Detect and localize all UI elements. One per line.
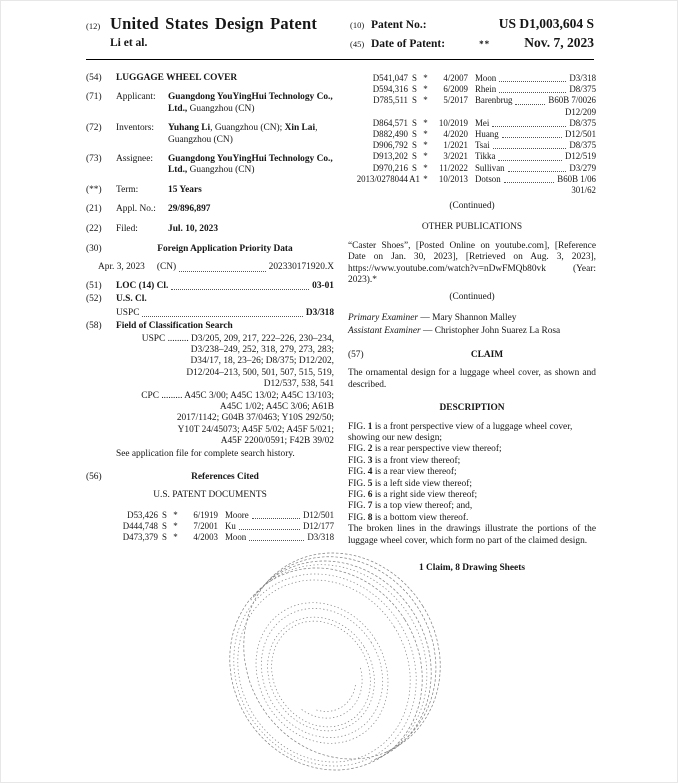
ref-star: *	[173, 509, 178, 520]
fig-prefix: FIG.	[348, 467, 368, 478]
ref-class: D3/318	[307, 532, 334, 543]
ref-patent-number: D785,511	[373, 95, 408, 106]
applicant-location: Guangzhou (CN)	[187, 103, 255, 114]
header-divider	[86, 59, 594, 60]
primary-examiner-name: Mary Shannon Malley	[432, 313, 517, 324]
description-line	[348, 524, 596, 547]
ref-kind-code: S	[412, 129, 417, 140]
ref-date: 7/2001	[193, 520, 218, 531]
cpc-search-lines	[86, 391, 334, 448]
uspc-search-lines	[86, 334, 334, 391]
ref-kind-code: A1	[409, 173, 420, 184]
other-publications-text: “Caster Shoes”, [Posted Online on youtube.com], [Reference Date on Jan. 30, 2023], [Retrieved on Aug. 3, 2023], https://www.youtube.com/watch?v=nDwFMQb80vk (Year: 2023).*	[348, 241, 596, 286]
ref-star: *	[423, 140, 428, 151]
ref-kind-code: S	[412, 73, 417, 83]
ref-kind-code: S	[412, 95, 417, 106]
field-56-references	[86, 472, 334, 483]
description-line	[348, 422, 596, 433]
field-tag: (56)	[86, 471, 102, 482]
fig-number: 5	[367, 478, 373, 489]
dot-leader	[142, 316, 302, 317]
field-54-title	[86, 73, 334, 84]
field-21-appl-no	[86, 204, 334, 215]
patent-number: US D1,003,604 S	[498, 16, 594, 31]
ref-patent-number: D53,426	[127, 509, 158, 520]
dot-leader	[493, 148, 567, 149]
reference-row	[348, 174, 596, 185]
search-note: See application file for complete search history.	[116, 448, 295, 459]
description-line	[348, 513, 596, 524]
inventor-1-location: , Guangzhou (CN);	[210, 123, 285, 134]
field-57-claim	[348, 350, 596, 361]
reference-row	[348, 151, 596, 162]
references-table-right	[348, 73, 596, 196]
header-right	[350, 14, 594, 54]
description-heading: DESCRIPTION	[439, 403, 505, 414]
ref-inventor: Sullivan	[475, 162, 505, 173]
cpc-search-line: Y10T 24/45073; A45F 5/02; A45F 5/021;	[177, 424, 334, 435]
term-asterisks: **	[479, 39, 491, 49]
assistant-examiner-label: Assistant Examiner	[348, 326, 421, 337]
fig-text: showing our new design;	[348, 432, 443, 443]
ref-star: *	[423, 117, 428, 128]
reference-row	[348, 118, 596, 129]
us-class-label: U.S. Cl.	[116, 294, 147, 305]
ref-patent-number: D970,216	[372, 162, 408, 173]
fig-text: is a rear perspective view thereof;	[374, 444, 502, 455]
claim-text: The ornamental design for a luggage wheel cover, as shown and described.	[348, 368, 596, 390]
appl-no-value: 29/896,897	[168, 204, 211, 215]
appl-no-label: Appl. No.:	[116, 204, 156, 215]
reference-row	[348, 95, 596, 106]
applicant-value	[168, 92, 334, 115]
ref-number-12: (12)	[86, 21, 101, 31]
field-term	[86, 185, 334, 196]
ref-class: D3/279	[569, 162, 596, 173]
fig-prefix: FIG.	[348, 478, 368, 489]
ref-date: 4/2007	[443, 73, 468, 83]
search-title: Field of Classification Search	[116, 321, 233, 332]
loc-class-label: LOC (14) Cl.	[116, 280, 169, 291]
assistant-examiner-line	[348, 326, 596, 337]
reference-row	[98, 510, 334, 521]
ref-kind-code: S	[162, 520, 167, 531]
fig-text: is a top view thereof; and,	[374, 501, 473, 512]
field-tag: (58)	[86, 321, 102, 332]
fig-text: The broken lines in the drawings illustrate the portions of the luggage wheel cover, which form no part of the claimed design.	[348, 524, 596, 546]
ref-patent-number: D473,379	[122, 532, 158, 543]
field-51-loc-class	[86, 281, 334, 292]
uspc-value: D3/318	[305, 307, 334, 318]
examiners-block	[348, 313, 596, 338]
ref-date: 11/2022	[439, 162, 468, 173]
ref-star: *	[423, 173, 428, 184]
ref-star: *	[423, 129, 428, 140]
field-tag: (30)	[86, 244, 102, 255]
assignee-label: Assignee:	[116, 154, 153, 165]
priority-heading: Foreign Application Priority Data	[157, 244, 293, 255]
term-label: Term:	[116, 184, 139, 195]
reference-row	[348, 140, 596, 151]
fig-number: 3	[367, 455, 373, 466]
field-58-search	[86, 321, 334, 332]
reference-row	[348, 73, 596, 84]
wheel-perspective-drawing	[227, 545, 471, 783]
dot-leader	[499, 92, 566, 93]
ref-star: *	[423, 73, 428, 83]
uspc-search-line: USPC ......... D3/205, 209, 217, 222–226, 230–234,	[141, 333, 334, 344]
claims-sheets-note: 1 Claim, 8 Drawing Sheets	[419, 562, 525, 573]
fig-text: is a bottom view thereof.	[374, 512, 469, 523]
uspc-search-line: D12/537, 538, 541	[263, 379, 334, 390]
ref-star: *	[423, 162, 428, 173]
field-tag: (72)	[86, 123, 102, 134]
ref-class-2: 301/62	[571, 185, 596, 196]
field-72-inventors	[86, 123, 334, 146]
fig-number: 8	[367, 512, 373, 523]
field-22-filed	[86, 224, 334, 235]
header-left	[86, 14, 350, 54]
dot-leader	[498, 160, 562, 161]
right-column	[348, 73, 596, 574]
ref-kind-code: S	[162, 509, 167, 520]
primary-examiner-line	[348, 313, 596, 324]
fig-prefix: FIG.	[348, 501, 368, 512]
reference-row	[98, 532, 334, 543]
reference-row	[98, 521, 334, 532]
field-tag: (21)	[86, 204, 102, 215]
us-patent-documents-heading: U.S. PATENT DOCUMENTS	[153, 490, 267, 501]
ref-patent-number: D882,490	[372, 129, 408, 140]
ref-inventor: Moon	[475, 73, 497, 83]
uspc-label: USPC	[116, 307, 140, 318]
cpc-search-line: 2017/1142; G04B 37/0463; Y10S 292/50;	[176, 413, 334, 424]
assignee-value	[168, 154, 334, 177]
patent-no-label: Patent No.:	[371, 19, 427, 31]
ref-inventor: Tikka	[475, 151, 496, 162]
ref-inventor: Ku	[225, 520, 236, 531]
ref-date: 3/2021	[443, 151, 468, 162]
invention-title: LUGGAGE WHEEL COVER	[116, 73, 238, 83]
description-line	[348, 433, 596, 444]
fig-number: 4	[367, 467, 373, 478]
fig-prefix: FIG.	[348, 444, 368, 455]
uspc-line	[86, 308, 334, 319]
inventor-2: Xin Lai	[284, 123, 316, 134]
ref-inventor: Barenbrug	[475, 95, 513, 106]
dot-leader	[252, 518, 300, 519]
description-line	[348, 444, 596, 455]
filed-label: Filed:	[116, 223, 138, 234]
ref-inventor: Moon	[225, 532, 247, 543]
fig-text: is a front perspective view of a luggage wheel cover,	[374, 421, 573, 432]
description-lines	[348, 422, 596, 547]
references-heading: References Cited	[191, 471, 259, 482]
dot-leader	[179, 271, 265, 272]
reference-row	[348, 163, 596, 174]
ref-patent-number: D864,571	[372, 117, 408, 128]
ref-inventor: Tsai	[475, 140, 490, 151]
ref-star: *	[423, 151, 428, 162]
ref-patent-number: D541,047	[372, 73, 408, 83]
dot-leader	[515, 104, 545, 105]
uspc-search-line: D3/238–249, 252, 318, 279, 273, 283;	[190, 344, 334, 355]
ref-date: 5/2017	[443, 95, 468, 106]
ref-patent-number: D913,202	[372, 151, 408, 162]
fig-text: is a right side view thereof;	[374, 489, 478, 500]
description-line	[348, 479, 596, 490]
field-tag: (57)	[348, 349, 364, 360]
em-dash: —	[423, 326, 433, 337]
ref-patent-number: D444,748	[122, 520, 158, 531]
inventor-2-location: , Guangzhou (CN)	[168, 123, 318, 145]
uspc-search-line: D34/17, 18, 23–26; D8/375; D12/202,	[190, 356, 334, 367]
ref-patent-number: D906,792	[372, 140, 408, 151]
fig-prefix: FIG.	[348, 489, 368, 500]
cpc-search-line: A45F 2200/0591; F42B 39/02	[220, 436, 334, 447]
ref-kind-code: S	[162, 532, 167, 543]
left-column	[86, 73, 334, 574]
ref-class: B60B 1/06	[557, 173, 596, 184]
priority-country: (CN)	[156, 262, 177, 273]
field-tag: (22)	[86, 223, 102, 234]
assignee-org: Guangdong YouYingHui Technology Co., Ltd.,	[168, 154, 333, 176]
description-line	[348, 467, 596, 478]
priority-date: Apr. 3, 2023	[98, 262, 145, 273]
inventors-label: Inventors:	[116, 123, 155, 134]
dot-leader	[504, 182, 555, 183]
field-tag: (54)	[86, 73, 102, 83]
ref-inventor: Mei	[475, 117, 490, 128]
ref-date: 6/2009	[443, 84, 468, 95]
fig-prefix: FIG.	[348, 512, 368, 523]
patent-header	[86, 14, 594, 54]
fig-text: is a left side view thereof;	[374, 478, 472, 489]
ref-inventor: Moore	[225, 509, 249, 520]
ref-date: 10/2013	[438, 173, 468, 184]
fig-number: 6	[367, 489, 373, 500]
cpc-search-line: A45C 1/02; A45C 3/06; A61B	[219, 401, 334, 412]
ref-date: 4/2003	[193, 532, 218, 543]
ref-inventor: Huang	[475, 129, 499, 140]
ref-star: *	[423, 84, 428, 95]
dot-leader	[499, 81, 566, 82]
ref-class: D3/318	[569, 73, 596, 83]
other-publications-heading: OTHER PUBLICATIONS	[421, 221, 523, 232]
ref-date: 4/2020	[443, 129, 468, 140]
field-tag: (51)	[86, 280, 102, 291]
applicant-label: Applicant:	[116, 92, 156, 103]
assignee-location: Guangzhou (CN)	[187, 165, 255, 176]
publications-continued: (Continued)	[449, 291, 495, 302]
ref-date: 1/2021	[443, 140, 468, 151]
dot-leader	[171, 289, 309, 290]
field-52-us-class	[86, 294, 334, 305]
inventors-value	[168, 123, 334, 146]
ref-class: D12/519	[564, 151, 596, 162]
field-tag: (73)	[86, 154, 102, 165]
ref-patent-number: 2013/0278044	[356, 173, 408, 184]
uspc-search-line: D12/204–213, 500, 501, 507, 515, 519,	[186, 367, 334, 378]
ref-star: *	[423, 95, 428, 106]
ref-inventor: Rhein	[475, 84, 497, 95]
ref-class: D8/375	[569, 117, 596, 128]
ref-date: 6/1919	[193, 509, 218, 520]
ref-class: D8/375	[569, 84, 596, 95]
fig-text: is a rear view thereof;	[374, 467, 457, 478]
em-dash: —	[420, 313, 430, 324]
ref-class-2: D12/209	[564, 106, 596, 117]
ref-number-45: (45)	[350, 39, 365, 49]
ref-kind-code: S	[412, 162, 417, 173]
ref-kind-code: S	[412, 151, 417, 162]
filed-value: Jul. 10, 2023	[168, 223, 219, 234]
ref-class: B60B 7/0026	[548, 95, 596, 106]
ref-patent-number: D594,316	[372, 84, 408, 95]
page-title: United States Design Patent	[110, 14, 318, 33]
field-tag: (52)	[86, 294, 102, 305]
patent-date: Nov. 7, 2023	[524, 35, 594, 50]
primary-examiner-label: Primary Examiner	[348, 313, 419, 324]
reference-row	[348, 129, 596, 140]
ref-star: *	[173, 532, 178, 543]
inventor-1: Yuhang Li	[168, 123, 211, 134]
field-71-applicant	[86, 92, 334, 115]
claim-heading: CLAIM	[470, 349, 504, 360]
dot-leader	[492, 126, 566, 127]
ref-class: D12/501	[564, 129, 596, 140]
ref-kind-code: S	[412, 140, 417, 151]
ref-class: D12/177	[302, 520, 334, 531]
dot-leader	[249, 540, 304, 541]
ref-inventor: Dotson	[475, 173, 501, 184]
priority-number: 202330171920.X	[268, 262, 334, 273]
ref-kind-code: S	[412, 117, 417, 128]
ref-class: D12/501	[302, 509, 334, 520]
assistant-examiner-name: Christopher John Suarez La Rosa	[434, 326, 561, 337]
date-of-patent-label: Date of Patent:	[371, 38, 446, 50]
figure-drawing	[227, 545, 471, 783]
fig-number: 2	[367, 444, 373, 455]
loc-class-value: 03-01	[312, 280, 334, 291]
ref-number-10: (10)	[350, 20, 365, 30]
description-line	[348, 490, 596, 501]
reference-row	[348, 84, 596, 95]
term-value: 15 Years	[168, 184, 202, 195]
description-line	[348, 456, 596, 467]
references-continued: (Continued)	[449, 201, 495, 212]
fig-prefix: FIG.	[348, 455, 368, 466]
field-tag: (**)	[86, 184, 102, 195]
field-73-assignee	[86, 154, 334, 177]
references-table-left	[86, 510, 334, 544]
field-tag: (71)	[86, 92, 102, 103]
fig-text: is a front view thereof;	[374, 455, 461, 466]
priority-entry	[86, 262, 334, 273]
description-heading-row	[348, 403, 596, 414]
cpc-search-line: CPC ......... A45C 3/00; A45C 13/02; A45C 13/103;	[141, 390, 334, 401]
dot-leader	[239, 529, 300, 530]
inventor-short-name: Li et al.	[110, 37, 148, 49]
applicant-org: Guangdong YouYingHui Technology Co., Ltd.,	[168, 92, 333, 114]
dot-leader	[508, 171, 567, 172]
fig-number: 7	[367, 501, 373, 512]
ref-kind-code: S	[412, 84, 417, 95]
fig-number: 1	[367, 421, 373, 432]
description-line	[348, 501, 596, 512]
field-30-priority-heading	[86, 244, 334, 255]
dot-leader	[502, 137, 562, 138]
fig-prefix: FIG.	[348, 421, 368, 432]
ref-star: *	[173, 520, 178, 531]
ref-date: 10/2019	[438, 117, 468, 128]
ref-class: D8/375	[569, 140, 596, 151]
